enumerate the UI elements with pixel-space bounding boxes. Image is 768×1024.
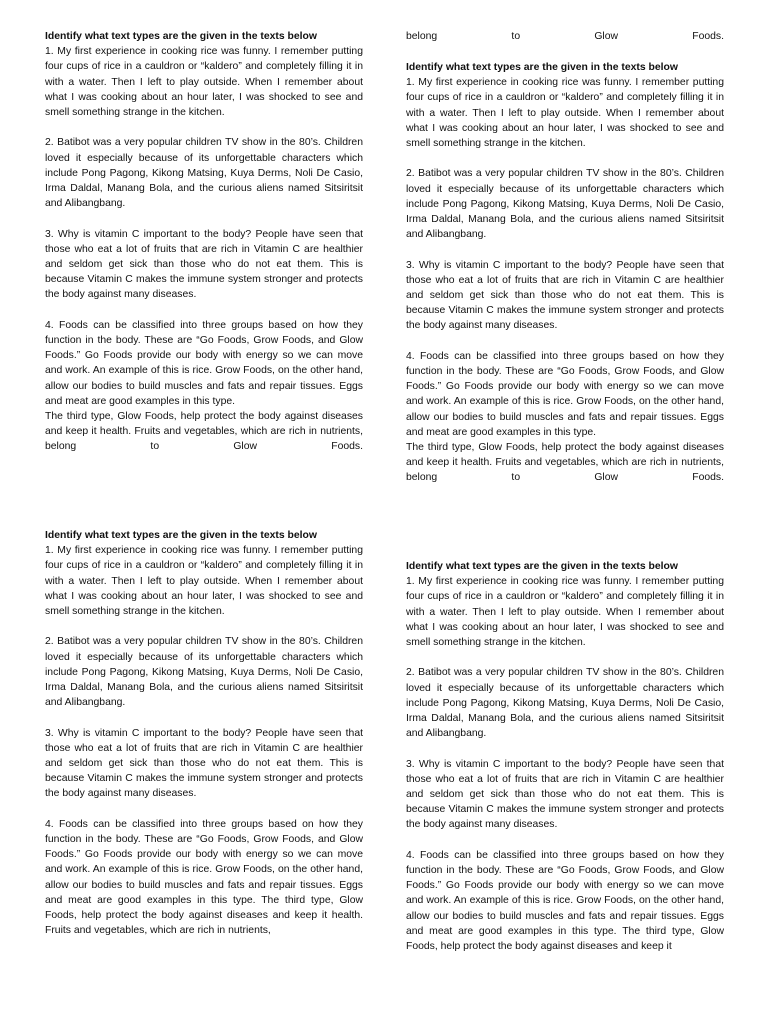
text-item-1: 1. My first experience in cooking rice was funny. I remember putting four cups of rice in a cauldron or “kaldero” and completely filling it in with a water. Then I left to play outside. When I remember about what I was cooking about an hour later, I was shocked to see and smell something strange in the kitchen. xyxy=(406,576,724,649)
text-item-1: 1. My first experience in cooking rice was funny. I remember putting four cups of rice in a cauldron or “kaldero” and completely filling it in with a water. Then I left to play outside. When I remember about what I was cooking about an hour later, I was shocked to see and smell something strange in the kitchen. xyxy=(45,46,363,119)
text-item-2: 2. Batibot was a very popular children TV show in the 80’s. Children loved it especially because of its unforgettable characters which include Pong Pagong, Kikong Matsing, Kuya Derms, Noli De Casio, Irma Daldal, Manang Bola, and the curious aliens named Sitsiritsit and Alibangbang. xyxy=(45,137,363,210)
continued-text: belong to Glow Foods. xyxy=(406,31,724,42)
worksheet-heading: Identify what text types are the given in the texts below xyxy=(406,62,678,73)
worksheet-copy-top-left xyxy=(45,29,363,470)
text-item-3: 3. Why is vitamin C important to the body? People have seen that those who eat a lot of fruits that are rich in Vitamin C are healthier and seldom get sick than those who do not eat them. This is because Vitamin C makes the immune system stronger and protects the body against many diseases. xyxy=(406,758,724,831)
text-item-3: 3. Why is vitamin C important to the body? People have seen that those who eat a lot of fruits that are rich in Vitamin C are healthier and seldom get sick than those who do not eat them. This is because Vitamin C makes the immune system stronger and protects the body against many diseases. xyxy=(45,228,363,301)
text-item-1: 1. My first experience in cooking rice was funny. I remember putting four cups of rice in a cauldron or “kaldero” and completely filling it in with a water. Then I left to play outside. When I remember about what I was cooking about an hour later, I was shocked to see and smell something strange in the kitchen. xyxy=(406,77,724,150)
text-item-4b: The third type, Glow Foods, help protect the body against diseases and keep it health. Fruits and vegetables, which are rich in nutrients, belong to Glow Foods. xyxy=(45,411,363,453)
text-item-2: 2. Batibot was a very popular children TV show in the 80’s. Children loved it especially because of its unforgettable characters which include Pong Pagong, Kikong Matsing, Kuya Derms, Noli De Casio, Irma Daldal, Manang Bola, and the curious aliens named Sitsiritsit and Alibangbang. xyxy=(45,636,363,709)
text-item-4b: The third type, Glow Foods, help protect the body against diseases and keep it health. Fruits and vegetables, which are rich in nutrients, belong to Glow Foods. xyxy=(406,442,724,484)
text-item-4: 4. Foods can be classified into three groups based on how they function in the body. These are “Go Foods, Grow Foods, and Glow Foods.” Go Foods provide our body with energy so we can move and work. An example of this is rice. Grow Foods, on the other hand, allow our bodies to build muscles and fats and repair tissues. Eggs and meat are good examples in this type. The third type, Glow Foods, help protect the body against diseases and keep it xyxy=(406,849,724,953)
text-item-3: 3. Why is vitamin C important to the body? People have seen that those who eat a lot of fruits that are rich in Vitamin C are healthier and seldom get sick than those who do not eat them. This is because Vitamin C makes the immune system stronger and protects the body against many diseases. xyxy=(406,259,724,332)
text-item-4: 4. Foods can be classified into three groups based on how they function in the body. These are “Go Foods, Grow Foods, and Glow Foods.” Go Foods provide our body with energy so we can move and work. An example of this is rice. Grow Foods, on the other hand, allow our bodies to build muscles and fats and repair tissues. Eggs and meat are good examples in this type. The third type, Glow Foods, help protect the body against diseases and keep it health. Fruits and vegetables, which are rich in nutrients, xyxy=(45,818,363,937)
worksheet-copy-bottom-left xyxy=(45,528,363,954)
worksheet-copy-bottom-right xyxy=(406,559,724,969)
text-item-4a: 4. Foods can be classified into three groups based on how they function in the body. These are “Go Foods, Grow Foods, and Glow Foods.” Go Foods provide our body with energy so we can move and work. An example of this is rice. Grow Foods, on the other hand, allow our bodies to build muscles and fats and repair tissues. Eggs and meat are good examples in this type. xyxy=(45,319,363,407)
worksheet-copy-top-right xyxy=(406,60,724,501)
continued-line xyxy=(406,29,724,44)
text-item-2: 2. Batibot was a very popular children TV show in the 80’s. Children loved it especially because of its unforgettable characters which include Pong Pagong, Kikong Matsing, Kuya Derms, Noli De Casio, Irma Daldal, Manang Bola, and the curious aliens named Sitsiritsit and Alibangbang. xyxy=(406,667,724,740)
worksheet-heading: Identify what text types are the given in the texts below xyxy=(45,530,317,541)
worksheet-heading: Identify what text types are the given in the texts below xyxy=(406,561,678,572)
text-item-3: 3. Why is vitamin C important to the body? People have seen that those who eat a lot of fruits that are rich in Vitamin C are healthier and seldom get sick than those who do not eat them. This is because Vitamin C makes the immune system stronger and protects the body against many diseases. xyxy=(45,727,363,800)
text-item-1: 1. My first experience in cooking rice was funny. I remember putting four cups of rice in a cauldron or “kaldero” and completely filling it in with a water. Then I left to play outside. When I remember about what I was cooking about an hour later, I was shocked to see and smell something strange in the kitchen. xyxy=(45,545,363,618)
text-item-4a: 4. Foods can be classified into three groups based on how they function in the body. These are “Go Foods, Grow Foods, and Glow Foods.” Go Foods provide our body with energy so we can move and work. An example of this is rice. Grow Foods, on the other hand, allow our bodies to build muscles and fats and repair tissues. Eggs and meat are good examples in this type. xyxy=(406,350,724,438)
text-item-2: 2. Batibot was a very popular children TV show in the 80’s. Children loved it especially because of its unforgettable characters which include Pong Pagong, Kikong Matsing, Kuya Derms, Noli De Casio, Irma Daldal, Manang Bola, and the curious aliens named Sitsiritsit and Alibangbang. xyxy=(406,168,724,241)
worksheet-heading: Identify what text types are the given in the texts below xyxy=(45,31,317,42)
